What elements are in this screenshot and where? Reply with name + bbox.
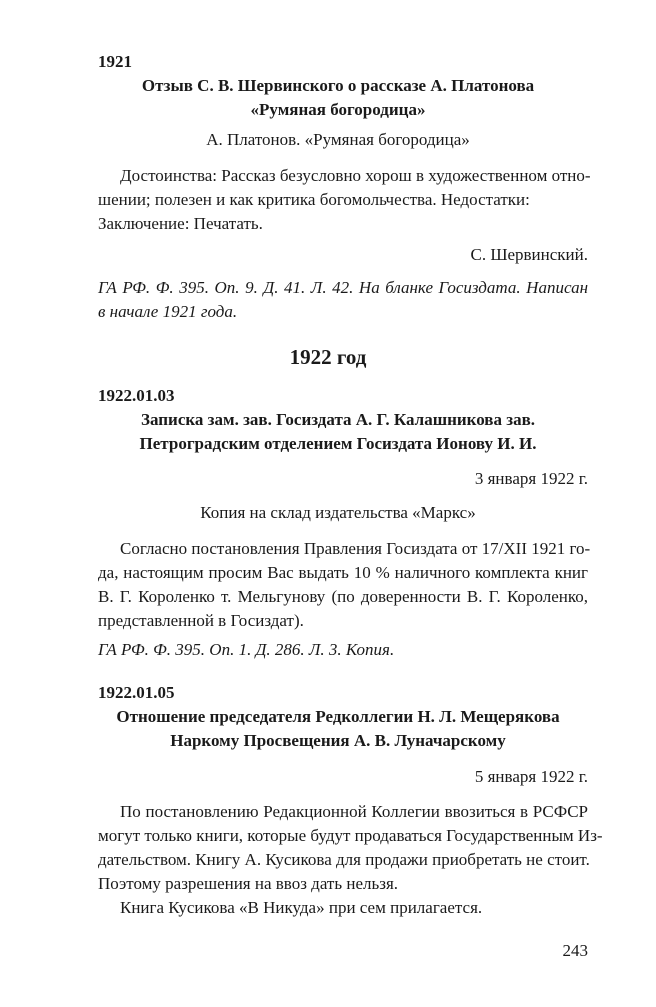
year-heading: 1922 год — [289, 345, 367, 369]
body-line: Поэтому разрешения на ввоз дать нельзя. — [98, 874, 399, 893]
source-line: ГА РФ. Ф. 395. Оп. 1. Д. 286. Л. 3. Копия. — [98, 640, 395, 659]
entry-body-1921 — [98, 164, 591, 236]
entry-body-1922-01-03 — [98, 537, 591, 633]
source-line: ГА РФ. Ф. 395. Оп. 9. Д. 41. Л. 42. На бланке Госиздата. Написан — [98, 278, 588, 297]
body-line: да, настоящим просим Вас выдать 10 % наличного комплекта книг — [98, 563, 588, 582]
entry-id-1922-01-03: 1922.01.03 — [98, 386, 175, 405]
archive-source-1922-01-03 — [98, 638, 588, 662]
entry-date: 3 января 1922 г. — [474, 469, 588, 488]
body-line: могут только книги, которые будут продаваться Государственным Из- — [98, 826, 603, 845]
body-line: дательством. Книгу А. Кусикова для продажи приобретать не стоит. — [98, 850, 590, 869]
body-line: представленной в Госиздат). — [98, 611, 304, 630]
body-line: В. Г. Короленко т. Мельгунову (по доверенности В. Г. Короленко, — [98, 587, 588, 606]
archive-source-1921 — [98, 276, 588, 324]
body-line: Книга Кусикова «В Никуда» при сем прилагается. — [120, 898, 483, 917]
source-line: в начале 1921 года. — [98, 302, 238, 321]
entry-id-1922-01-05: 1922.01.05 — [98, 683, 175, 702]
entry-title-1922-01-03 — [80, 408, 596, 456]
title-line: Отношение председателя Редколлегии Н. Л. Мещерякова — [116, 707, 560, 726]
entry-date: 5 января 1922 г. — [474, 767, 588, 786]
title-line: «Румяная богородица» — [250, 100, 426, 119]
signature: С. Шервинский. — [470, 245, 588, 264]
entry-subtitle-1922-01-03: Копия на склад издательства «Маркс» — [200, 503, 476, 522]
entry-id-1921: 1921 — [98, 52, 132, 71]
entry-title-1922-01-05 — [80, 705, 596, 753]
title-line: Записка зам. зав. Госиздата А. Г. Калашникова зав. — [141, 410, 535, 429]
title-line: Наркому Просвещения А. В. Луначарскому — [170, 731, 506, 750]
entry-subtitle-1921: А. Платонов. «Румяная богородица» — [206, 130, 470, 149]
entry-title-1921 — [80, 74, 596, 122]
page-number: 243 — [562, 941, 588, 960]
body-line: шении; полезен и как критика богомольчества. Недостатки: — [98, 190, 530, 209]
title-line: Отзыв С. В. Шервинского о рассказе А. Платонова — [141, 76, 535, 95]
body-line: Согласно постановления Правления Госиздата от 17/XII 1921 го- — [120, 539, 591, 558]
body-line: Заключение: Печатать. — [98, 214, 263, 233]
entry-body-1922-01-05 — [98, 800, 603, 920]
title-line: Петроградским отделением Госиздата Ионову И. И. — [139, 434, 537, 453]
body-line: Достоинства: Рассказ безусловно хорош в художественном отно- — [120, 166, 591, 185]
body-line: По постановлению Редакционной Коллегии ввозиться в РСФСР — [120, 802, 588, 821]
